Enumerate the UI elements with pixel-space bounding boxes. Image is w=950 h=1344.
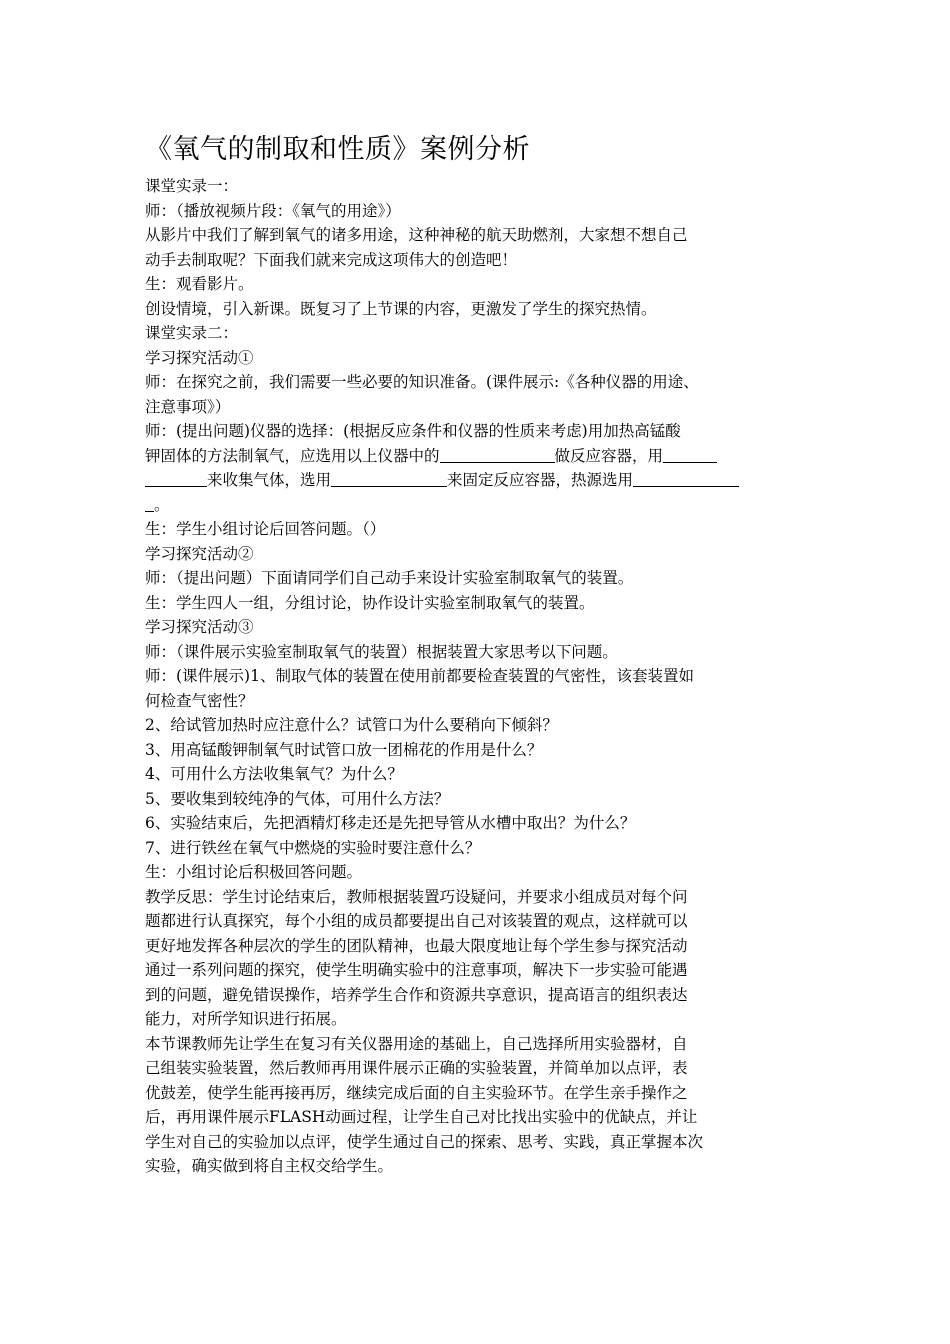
- text-line: 通过一系列问题的探究，使学生明确实验中的注意事项，解决下一步实验可能遇: [145, 961, 688, 979]
- text-line: 本节课教师先让学生在复习有关仪器用途的基础上，自己选择所用实验器材，自: [145, 1034, 688, 1053]
- text-line: 己组装实验装置，然后教师再用课件展示正确的实验装置，并简单加以点评，表: [145, 1059, 688, 1077]
- text-line: 6、实验结束后，先把酒精灯移走还是先把导管从水槽中取出？为什么？: [145, 814, 636, 832]
- text-line: 后，再用课件展示FLASH动画过程，让学生自己对比找出实验中的优缺点，并让: [145, 1108, 698, 1126]
- fill-in-line: [145, 444, 809, 469]
- answer-blank[interactable]: [633, 470, 739, 487]
- text-line: 生：学生小组讨论后回答问题。（）: [145, 520, 386, 538]
- fill-in-line: [145, 493, 809, 518]
- answer-blank[interactable]: [440, 446, 555, 463]
- answer-blank[interactable]: [663, 446, 717, 463]
- text-line: 师：（播放视频片段：《氧气的用途》）: [145, 201, 401, 220]
- text-line: 何检查气密性？: [145, 691, 254, 710]
- text-line: 7、进行铁丝在氧气中燃烧的实验时要注意什么？: [145, 838, 481, 857]
- text-line: 注意事项》）: [145, 397, 231, 416]
- text-line: 3、用高锰酸钾制氧气时试管口放一团棉花的作用是什么？: [145, 740, 543, 759]
- text-line: 生：观看影片。: [145, 275, 254, 293]
- text-line: 题都进行认真探究，每个小组的成员都要提出自己对该装置的观点，这样就可以: [145, 912, 688, 930]
- text-line: 5、要收集到较纯净的气体，可用什么方法？: [145, 789, 450, 808]
- fill-text: 来收集气体，选用: [207, 471, 332, 489]
- document-page: [145, 126, 809, 1179]
- text-line: 教学反思：学生讨论结束后，教师根据装置巧设疑问，并要求小组成员对每个问: [145, 887, 688, 906]
- text-line: 学习探究活动②: [145, 544, 254, 563]
- text-line: 师：在探究之前，我们需要一些必要的知识准备。(课件展示:《各种仪器的用途、: [145, 373, 699, 391]
- text-line: 生：小组讨论后积极回答问题。: [145, 863, 363, 881]
- text-line: 师：(课件展示)1、制取气体的装置在使用前都要检查装置的气密性，该套装置如: [145, 667, 694, 685]
- text-line: 实验，确实做到将自主权交给学生。: [145, 1157, 394, 1175]
- text-line: 师：(提出问题)仪器的选择：(根据反应条件和仪器的性质来考虑)用加热高锰酸: [145, 422, 681, 440]
- answer-blank[interactable]: [331, 470, 447, 487]
- fill-text: 钾固体的方法制氧气，应选用以上仪器中的: [145, 446, 440, 465]
- text-line: 到的问题，避免错误操作，培养学生合作和资源共享意识，提高语言的组织表达: [145, 985, 688, 1004]
- answer-blank[interactable]: [145, 470, 207, 487]
- fill-text: 做反应容器，用: [554, 446, 664, 465]
- fill-in-line: [145, 468, 809, 493]
- text-line: 能力，对所学知识进行拓展。: [145, 1010, 347, 1028]
- text-line: 动手去制取呢？下面我们就来完成这项伟大的创造吧！: [145, 250, 518, 269]
- text-line: 学习探究活动③: [145, 618, 254, 636]
- text-line: 创设情境，引入新课。既复习了上节课的内容，更激发了学生的探究热情。: [145, 299, 657, 318]
- text-line: 优鼓差，使学生能再接再厉，继续完成后面的自主实验环节。在学生亲手操作之: [145, 1083, 688, 1102]
- text-line: 学生对自己的实验加以点评，使学生通过自己的探索、思考、实践，真正掌握本次: [145, 1132, 704, 1151]
- text-line: 师：（提出问题）下面请同学们自己动手来设计实验室制取氧气的装置。: [145, 569, 634, 587]
- text-line: 从影片中我们了解到氧气的诸多用途，这种神秘的航天助燃剂，大家想不想自己: [145, 226, 688, 244]
- text-line: 课堂实录二：: [145, 324, 239, 342]
- text-line: 课堂实录一：: [145, 177, 239, 195]
- fill-text: 来固定反应容器，热源选用: [447, 471, 634, 489]
- document-title: 《氧气的制取和性质》案例分析: [145, 134, 530, 165]
- text-line: 更好地发挥各种层次的学生的团队精神，也最大限度地让每个学生参与探究活动: [145, 936, 688, 955]
- text-line: 生：学生四人一组，分组讨论，协作设计实验室制取氧气的装置。: [145, 593, 595, 612]
- text-line: 4、可用什么方法收集氧气？为什么？: [145, 765, 403, 783]
- answer-blank[interactable]: [145, 495, 154, 512]
- text-line: 师：（课件展示实验室制取氧气的装置）根据装置大家思考以下问题。: [145, 642, 618, 661]
- fill-text: 。: [154, 495, 170, 514]
- text-line: 学习探究活动①: [145, 348, 254, 367]
- text-line: 2、给试管加热时应注意什么？试管口为什么要稍向下倾斜？: [145, 716, 558, 734]
